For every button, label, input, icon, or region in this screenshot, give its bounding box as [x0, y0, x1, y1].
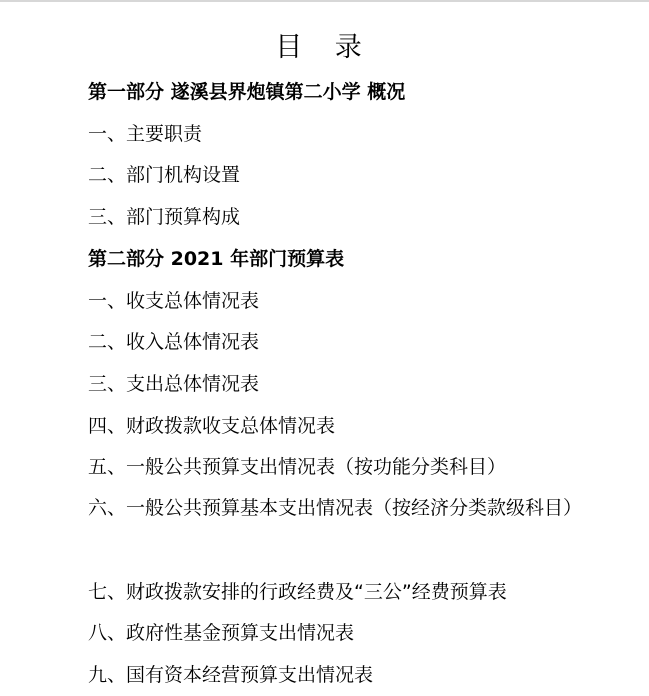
toc-item: 二、收入总体情况表	[88, 331, 260, 353]
toc-item: 九、国有资本经营预算支出情况表	[88, 664, 374, 686]
toc-item: 八、政府性基金预算支出情况表	[88, 622, 355, 644]
toc-item: 四、财政拨款收支总体情况表	[88, 415, 336, 437]
toc-item: 二、部门机构设置	[88, 164, 241, 186]
toc-item: 七、财政拨款安排的行政经费及“三公”经费预算表	[88, 581, 507, 603]
toc-item: 三、部门预算构成	[88, 206, 241, 228]
page-title: 目 录	[275, 32, 374, 63]
top-divider	[0, 0, 649, 2]
toc-part-one: 第一部分 遂溪县界炮镇第二小学 概况	[88, 81, 406, 103]
toc-part-two: 第二部分 2021 年部门预算表	[88, 248, 345, 270]
toc-item: 五、一般公共预算支出情况表（按功能分类科目）	[88, 456, 507, 478]
toc-item: 一、主要职责	[88, 123, 203, 145]
toc-item: 六、一般公共预算基本支出情况表（按经济分类款级科目）	[88, 497, 583, 519]
toc-item: 三、支出总体情况表	[88, 373, 260, 395]
toc-item: 一、收支总体情况表	[88, 290, 260, 312]
